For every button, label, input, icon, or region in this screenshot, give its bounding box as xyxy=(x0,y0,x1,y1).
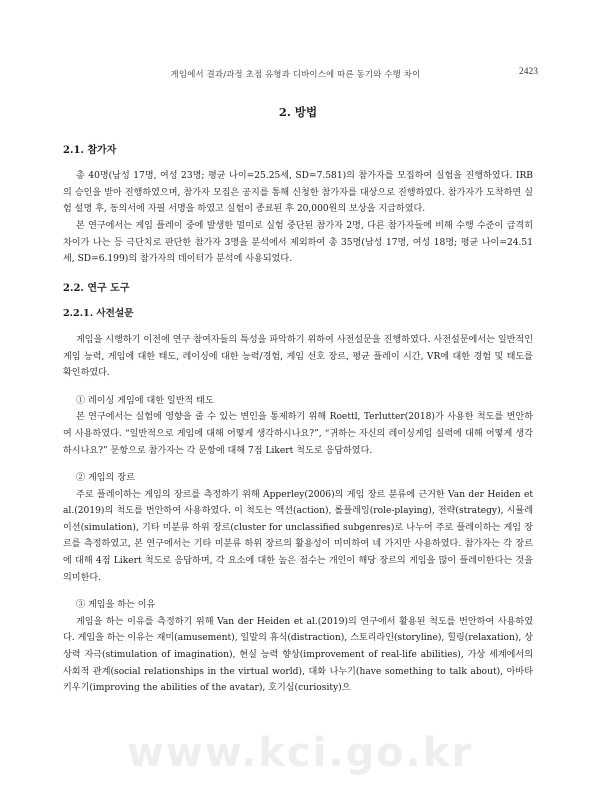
item-title-game-genre: ② 게임의 장르 xyxy=(76,473,135,484)
page-number: 2423 xyxy=(519,67,538,77)
item-title-racing-attitude: ① 레이싱 게임에 대한 일반적 태도 xyxy=(76,395,214,406)
running-title: 게임에서 결과/과정 초점 유형과 디바이스에 따른 동기와 수행 차이 xyxy=(170,69,421,79)
participants-heading: 2.1. 참가자 xyxy=(63,144,117,156)
participants-paragraph-2: 본 연구에서는 게임 플레이 중에 발생한 멀미로 실험 중단된 참가자 2명, 다른 참가자들에 비해 수행 수준이 급격히 차이가 나는 등 극단치로 판단한 참가자 3명을 분석에서 제외하여 총 35명(남성 17명, 여성 18명; 평균 나이=24.51세, SD=6.199)의 참가자의 데이터가 분석에 사용되었다. xyxy=(63,220,533,265)
section-title: 2. 방법 xyxy=(278,105,318,119)
body-content xyxy=(63,104,533,697)
participants-paragraph-1: 총 40명(남성 17명, 여성 23명; 평균 나이=25.25세, SD=7.581)의 참가자를 모집하여 실험을 진행하였다. IRB의 승인을 받아 진행하였으며, 참가자 모집은 공지를 통해 신청한 참가자를 대상으로 진행하였다. 참가자가 도착하면 실험 설명 후, 동의서에 자필 서명을 하였고 실험이 종료된 후 20,000원의 보상을 지급하였다. xyxy=(63,171,533,215)
item-body-racing-attitude: 본 연구에서는 실험에 영향을 줄 수 있는 변인을 통제하기 위해 Roettl, Terlutter(2018)가 사용한 척도를 번안하여 사용하였다. “일반적으로 게임에 대해 어떻게 생각하시나요?”, “귀하는 자신의 레이싱게임 실력에 대해 어떻게 생각하시나요?” 문항으로 참가자는 각 문항에 대해 7점 Likert 척도로 응답하였다. xyxy=(63,412,533,456)
watermark: www.kci.go.kr xyxy=(126,730,474,776)
pre-survey-heading: 2.2.1. 사전설문 xyxy=(63,308,134,320)
item-body-game-genre: 주로 플레이하는 게임의 장르를 측정하기 위해 Apperley(2006)의 게임 장르 분류에 근거한 Van der Heiden et al.(2019)의 척도를 번안하여 사용하였다. 이 척도는 액션(action), 롤플레잉(role-playing), 전략(strategy), 시뮬레이션(simulation), 기타 미분류 하위 장르(cluster for unclassified subgenres)로 나누어 주로 플레이하는 게임 장르를 측정하였고, 본 연구에서는 기타 미분류 하위 장르의 활용성이 미미하여 네 가지만 사용하였다. 참가자는 각 장르에 대해 4점 Likert 척도로 응답하며, 각 요소에 대한 높은 점수는 개인이 해당 장르의 게임을 많이 플레이한다는 것을 의미한다. xyxy=(63,489,533,583)
item-body-play-reasons: 게임을 하는 이유를 측정하기 위해 Van der Heiden et al.(2019)의 연구에서 활용된 척도를 번안하여 사용하였다. 게임을 하는 이유는 재미(amusement), 일말의 휴식(distraction), 스토리라인(storyline), 힐링(relaxation), 상상력 자극(stimulation of imagination), 현실 능력 향상(improvement of real-life abilities), 가상 세계에서의 사회적 관계(social relationships in the virtual world), 대화 나누기(have something to talk about), 아바타 키우기(improving the abilities of the avatar), 호기심(curiosity)으 xyxy=(63,616,533,694)
pre-survey-intro: 게임을 시행하기 이전에 연구 참여자들의 특성을 파악하기 위하여 사전설문을 진행하였다. 사전설문에서는 일반적인 게임 능력, 게임에 대한 태도, 레이싱에 대한 능력/경험, 게임 선호 장르, 평균 플레이 시간, VR에 대한 경험 및 태도를 확인하였다. xyxy=(63,334,533,379)
item-title-play-reasons: ③ 게임을 하는 이유 xyxy=(76,600,156,611)
tools-heading: 2.2. 연구 도구 xyxy=(63,282,130,294)
